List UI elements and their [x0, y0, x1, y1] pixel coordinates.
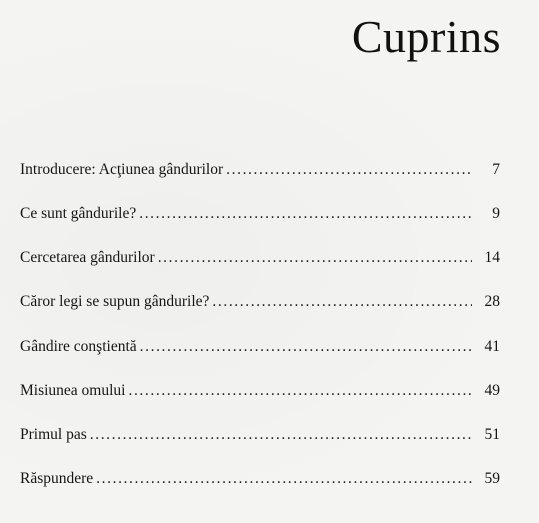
toc-page-number: 7 — [492, 161, 500, 178]
toc-entry-primul-pas[interactable] — [20, 423, 500, 447]
dot-leader — [96, 467, 472, 491]
toc-entry-label: Ce sunt gândurile? — [20, 205, 137, 222]
toc-page-number: 51 — [484, 426, 500, 443]
dot-leader — [128, 379, 472, 403]
toc-page-number: 9 — [492, 205, 500, 222]
dot-leader — [226, 158, 472, 182]
toc-entry-raspundere[interactable] — [20, 467, 500, 491]
dot-leader — [140, 335, 472, 359]
toc-entry-misiunea-omului[interactable] — [20, 379, 500, 403]
dot-leader — [139, 202, 472, 226]
toc-entry-cercetarea-gandurilor[interactable] — [20, 246, 500, 270]
toc-entry-label: Primul pas — [20, 426, 87, 443]
toc-entry-label: Misiunea omului — [20, 382, 126, 399]
toc-entry-ce-sunt-gandurile[interactable] — [20, 202, 500, 226]
toc-entry-caror-legi[interactable] — [20, 290, 500, 314]
toc-page-number: 49 — [484, 382, 500, 399]
dot-leader — [212, 290, 472, 314]
toc-entry-label: Cercetarea gândurilor — [20, 249, 155, 266]
toc-page-number: 59 — [484, 470, 500, 487]
toc-entry-introducere[interactable] — [20, 158, 500, 182]
page-title: Cuprins — [351, 11, 501, 62]
toc-entry-label: Introducere: Acţiunea gândurilor — [20, 161, 224, 178]
toc-entry-label: Gândire conştientă — [20, 338, 137, 355]
toc-entry-gandire-constienta[interactable] — [20, 335, 500, 359]
toc-entry-label: Căror legi se supun gândurile? — [20, 293, 210, 310]
toc-page-number: 28 — [484, 293, 500, 310]
toc-page-number: 41 — [484, 338, 500, 355]
dot-leader — [158, 246, 472, 270]
toc-page-number: 14 — [484, 249, 500, 266]
toc-entry-label: Răspundere — [20, 470, 94, 487]
dot-leader — [90, 423, 472, 447]
